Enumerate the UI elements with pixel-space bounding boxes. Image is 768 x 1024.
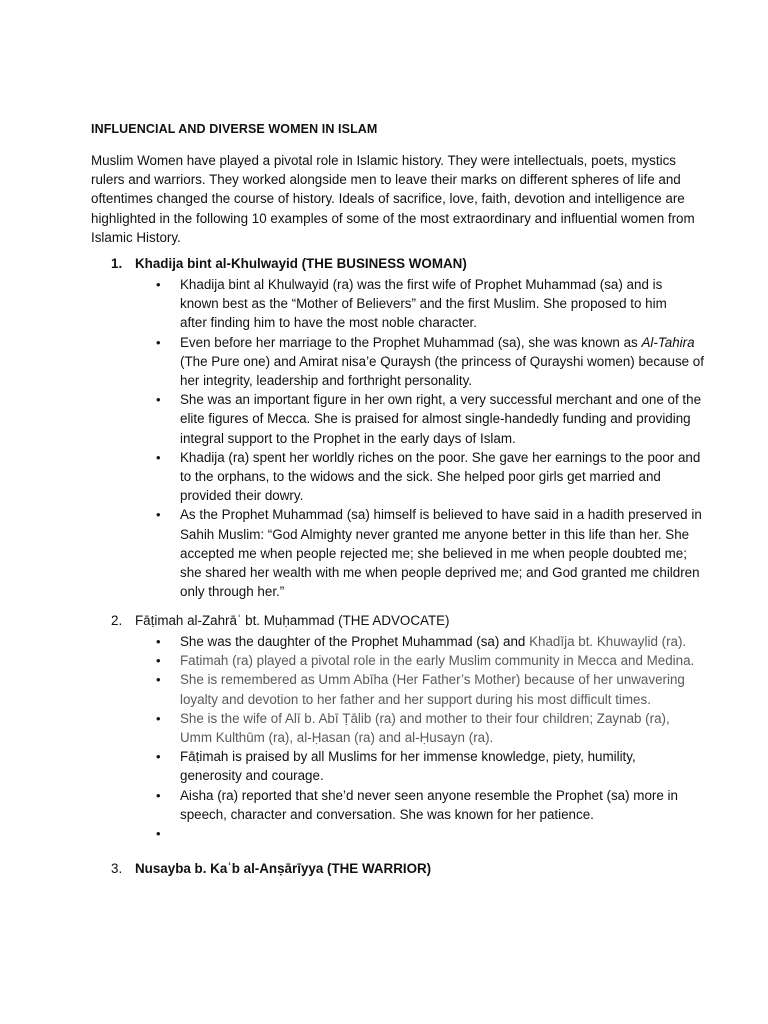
list-item: • As the Prophet Muhammad (sa) himself is believed to have said in a hadith preserved in Sahih Muslim: “God Almighty never granted me anyone better in this life than her. She accepted me when people rejected me; she believed in me when people doubted me; she shared her wealth with me when people deprived me; and God granted me children only through her.”	[156, 507, 702, 600]
italic-term: Al-Tahira	[641, 334, 695, 350]
bullet-icon: •	[156, 826, 161, 842]
list-item: • Even before her marriage to the Prophet Muhammad (sa), she was known as Al-Tahira (The Pure one) and Amirat nisa’e Quraysh (the princess of Qurayshi women) because of her integrity, leadership and forthright personality.	[156, 334, 704, 389]
section-2-heading	[111, 613, 450, 628]
bullet-icon: •	[156, 653, 161, 669]
bullet-icon: •	[156, 787, 161, 803]
section-number: 3.	[111, 861, 123, 876]
intro-line: oftentimes changed the course of history. Ideals of sacrifice, love, faith, devotion and intelligence are	[91, 191, 685, 207]
intro-line: Muslim Women have played a pivotal role in Islamic history. They were intellectuals, poets, mystics	[91, 153, 676, 168]
section-number: 2.	[111, 613, 123, 628]
intro-line: highlighted in the following 10 examples of some of the most extraordinary and influential women from	[91, 210, 695, 226]
intro-line: rulers and warriors. They worked alongside men to leave their marks on different spheres of life and	[91, 172, 681, 188]
section-3-heading	[111, 861, 431, 876]
section-title: Khadija bint al-Khulwayid (THE BUSINESS WOMAN)	[135, 256, 467, 271]
list-item: • She is the wife of Alī b. Abī Ṭālib (ra) and mother to their four children; Zaynab (ra), Umm Kulthūm (ra), al-Ḥasan (ra) and al-Ḥusayn (ra).	[156, 710, 670, 746]
bullet-icon: •	[156, 507, 161, 523]
list-item: • Fatimah (ra) played a pivotal role in the early Muslim community in Mecca and Medina.	[156, 651, 694, 670]
section-2-bullet-list	[156, 632, 694, 843]
section-number: 1.	[111, 256, 123, 271]
section-title: Nusayba b. Kaʿb al-Anṣārīyya (THE WARRIOR)	[135, 861, 432, 876]
list-item: • Fāṭimah is praised by all Muslims for her immense knowledge, piety, humility, generosity and courage.	[156, 749, 636, 784]
list-item: • She was an important figure in her own right, a very successful merchant and one of the elite figures of Mecca. She is praised for almost single-handedly funding and providing integral support to the Prophet in the early days of Islam.	[156, 392, 702, 446]
list-item: • She was the daughter of the Prophet Muhammad (sa) and Khadīja bt. Khuwaylid (ra).	[156, 632, 694, 651]
section-title: Fāṭimah al-Zahrāʾ bt. Muḥammad (THE ADVOCATE)	[135, 613, 450, 628]
bullet-icon: •	[156, 749, 161, 765]
bullet-icon: •	[156, 277, 161, 292]
list-item: • Khadija (ra) spent her worldly riches on the poor. She gave her earnings to the poor and to the orphans, to the widows and the sick. She helped poor girls get married and provided their dowry.	[156, 449, 701, 504]
section-1-heading	[111, 256, 467, 271]
bullet-icon: •	[156, 392, 161, 408]
section-1-bullet-list	[156, 275, 704, 601]
bullet-icon: •	[156, 710, 161, 726]
list-item: • Khadija bint al Khulwayid (ra) was the first wife of Prophet Muhammad (sa) and is known best as the “Mother of Believers” and the first Muslim. She proposed to him after finding him to have the most noble character.	[156, 277, 667, 331]
bullet-icon: •	[156, 672, 161, 688]
intro-paragraph	[91, 151, 695, 247]
bullet-icon: •	[156, 449, 161, 465]
list-item: • Aisha (ra) reported that she’d never seen anyone resemble the Prophet (sa) more in speech, character and conversation. She was known for her patience.	[156, 787, 678, 822]
empty-list-item	[156, 824, 694, 843]
list-item: • She is remembered as Umm Abīha (Her Father’s Mother) because of her unwavering loyalty and devotion to her father and her support during his most difficult times.	[156, 672, 685, 707]
document-title: INFLUENCIAL AND DIVERSE WOMEN IN ISLAM	[91, 122, 378, 136]
intro-line: Islamic History.	[91, 229, 181, 245]
bullet-icon: •	[156, 334, 161, 350]
bullet-icon: •	[156, 634, 161, 649]
